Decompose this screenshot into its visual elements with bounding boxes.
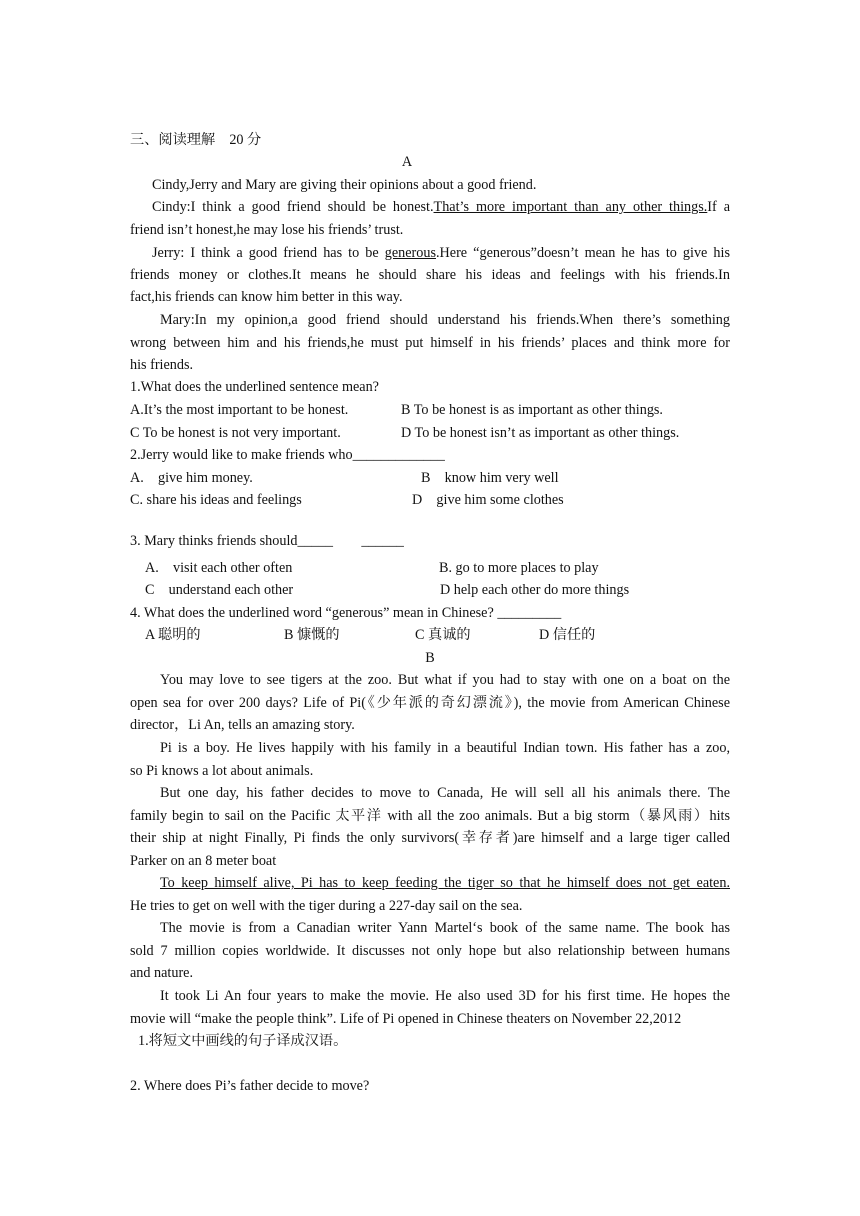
passage-a-intro: Cindy,Jerry and Mary are giving their opinions about a good friend.: [152, 177, 537, 193]
a-q2-option-c: C. share his ideas and feelings: [130, 492, 302, 508]
a-q3-option-a: A. visit each other often: [145, 560, 293, 576]
mary-line-1: Mary:In my opinion,a good friend should understand his friends.When there’s something: [160, 312, 730, 328]
b-p4-line-2: He tries to get on well with the tiger during a 227-day sail on the sea.: [130, 898, 523, 914]
mary-line-2: wrong between him and his friends,he must put himself in his friends’ places and think more for: [130, 335, 730, 351]
passage-a-label: A: [401, 154, 413, 170]
a-q4-option-c: C 真诚的: [415, 627, 471, 643]
a-q3-option-d: D help each other do more things: [440, 582, 630, 598]
passage-b-label: B: [425, 650, 435, 666]
b-p1-line-1: You may love to see tigers at the zoo. But what if you had to stay with one on a boat on the: [160, 672, 730, 688]
a-q1-option-d: D To be honest isn’t as important as other things.: [401, 425, 680, 441]
a-q4-option-b: B 慷慨的: [284, 627, 340, 643]
b-q2: 2. Where does Pi’s father decide to move?: [130, 1078, 370, 1094]
b-p6-line-2: movie will “make the people think”. Life of Pi opened in Chinese theaters on November 22,2012: [130, 1011, 682, 1027]
a-q4-option-d: D 信任的: [539, 627, 596, 643]
a-q2-option-a: A. give him money.: [130, 470, 253, 486]
b-p3-line-2: family begin to sail on the Pacific 太平洋 with all the zoo animals. But a big storm（暴风雨）hits: [130, 808, 730, 824]
b-p5-line-1: The movie is from a Canadian writer Yann Martel‘s book of the same name. The book has: [160, 920, 730, 936]
a-q2-option-d: D give him some clothes: [412, 492, 564, 508]
a-q2-stem: 2.Jerry would like to make friends who_____________: [130, 447, 445, 463]
a-q3-option-b: B. go to more places to play: [439, 560, 599, 576]
a-q1-option-b: B To be honest is as important as other things.: [401, 402, 663, 418]
b-p4-underlined-sentence: To keep himself alive, Pi has to keep feeding the tiger so that he himself does not get eaten.: [160, 875, 730, 891]
a-q4-stem: 4. What does the underlined word “generous” mean in Chinese? _________: [130, 605, 562, 621]
b-p3-line-1: But one day, his father decides to move to Canada, He will sell all his animals there. The: [160, 785, 730, 801]
a-q1-option-a: A.It’s the most important to be honest.: [130, 402, 349, 418]
jerry-text-pre: Jerry: I think a good friend has to be: [152, 245, 385, 261]
b-p5-line-3: and nature.: [130, 965, 194, 981]
section-header: 三、阅读理解 20 分: [130, 132, 262, 148]
b-p1-line-2: open sea for over 200 days? Life of Pi(《少年派的奇幻漂流》), the movie from American Chinese: [130, 695, 730, 711]
b-p6-line-1: It took Li An four years to make the movie. He also used 3D for his first time. He hopes the: [160, 988, 730, 1004]
cindy-line-1: [130, 198, 730, 216]
b-q1: 1.将短文中画线的句子译成汉语。: [138, 1033, 348, 1049]
b-p2-line-2: so Pi knows a lot about animals.: [130, 763, 314, 779]
b-p3-line-4: Parker on an 8 meter boat: [130, 853, 277, 869]
a-q3-option-c: C understand each other: [145, 582, 294, 598]
cindy-text-pre: Cindy:I think a good friend should be honest.: [152, 199, 434, 215]
jerry-line-1: [130, 244, 730, 262]
mary-line-3: his friends.: [130, 357, 194, 373]
jerry-underlined-word: generous: [384, 245, 436, 261]
a-q1-option-c: C To be honest is not very important.: [130, 425, 341, 441]
b-p2-line-1: Pi is a boy. He lives happily with his family in a beautiful Indian town. His father has a zoo,: [160, 740, 730, 756]
a-q3-stem: 3. Mary thinks friends should_____ ______: [130, 533, 404, 549]
cindy-underlined-sentence: That’s more important than any other things.: [433, 199, 708, 215]
cindy-text-post: If a: [707, 199, 730, 215]
b-p3-line-3: their ship at night Finally, Pi finds the only survivors(幸存者)are himself and a large tiger called: [130, 830, 730, 846]
b-p1-line-3: director，Li An, tells an amazing story.: [130, 717, 355, 733]
a-q2-option-b: B know him very well: [421, 470, 559, 486]
jerry-line-3: fact,his friends can know him better in this way.: [130, 289, 403, 305]
a-q4-option-a: A 聪明的: [145, 627, 201, 643]
a-q1-stem: 1.What does the underlined sentence mean?: [130, 379, 379, 395]
jerry-line-2: friends money or clothes.It means he should share his ideas and feelings with his friends.In: [130, 267, 730, 283]
cindy-line-2: friend isn’t honest,he may lose his friends’ trust.: [130, 222, 404, 238]
b-p5-line-2: sold 7 million copies worldwide. It discusses not only hope but also relationship between humans: [130, 943, 730, 959]
jerry-text-post: .Here “generous”doesn’t mean he has to give his: [435, 245, 730, 261]
